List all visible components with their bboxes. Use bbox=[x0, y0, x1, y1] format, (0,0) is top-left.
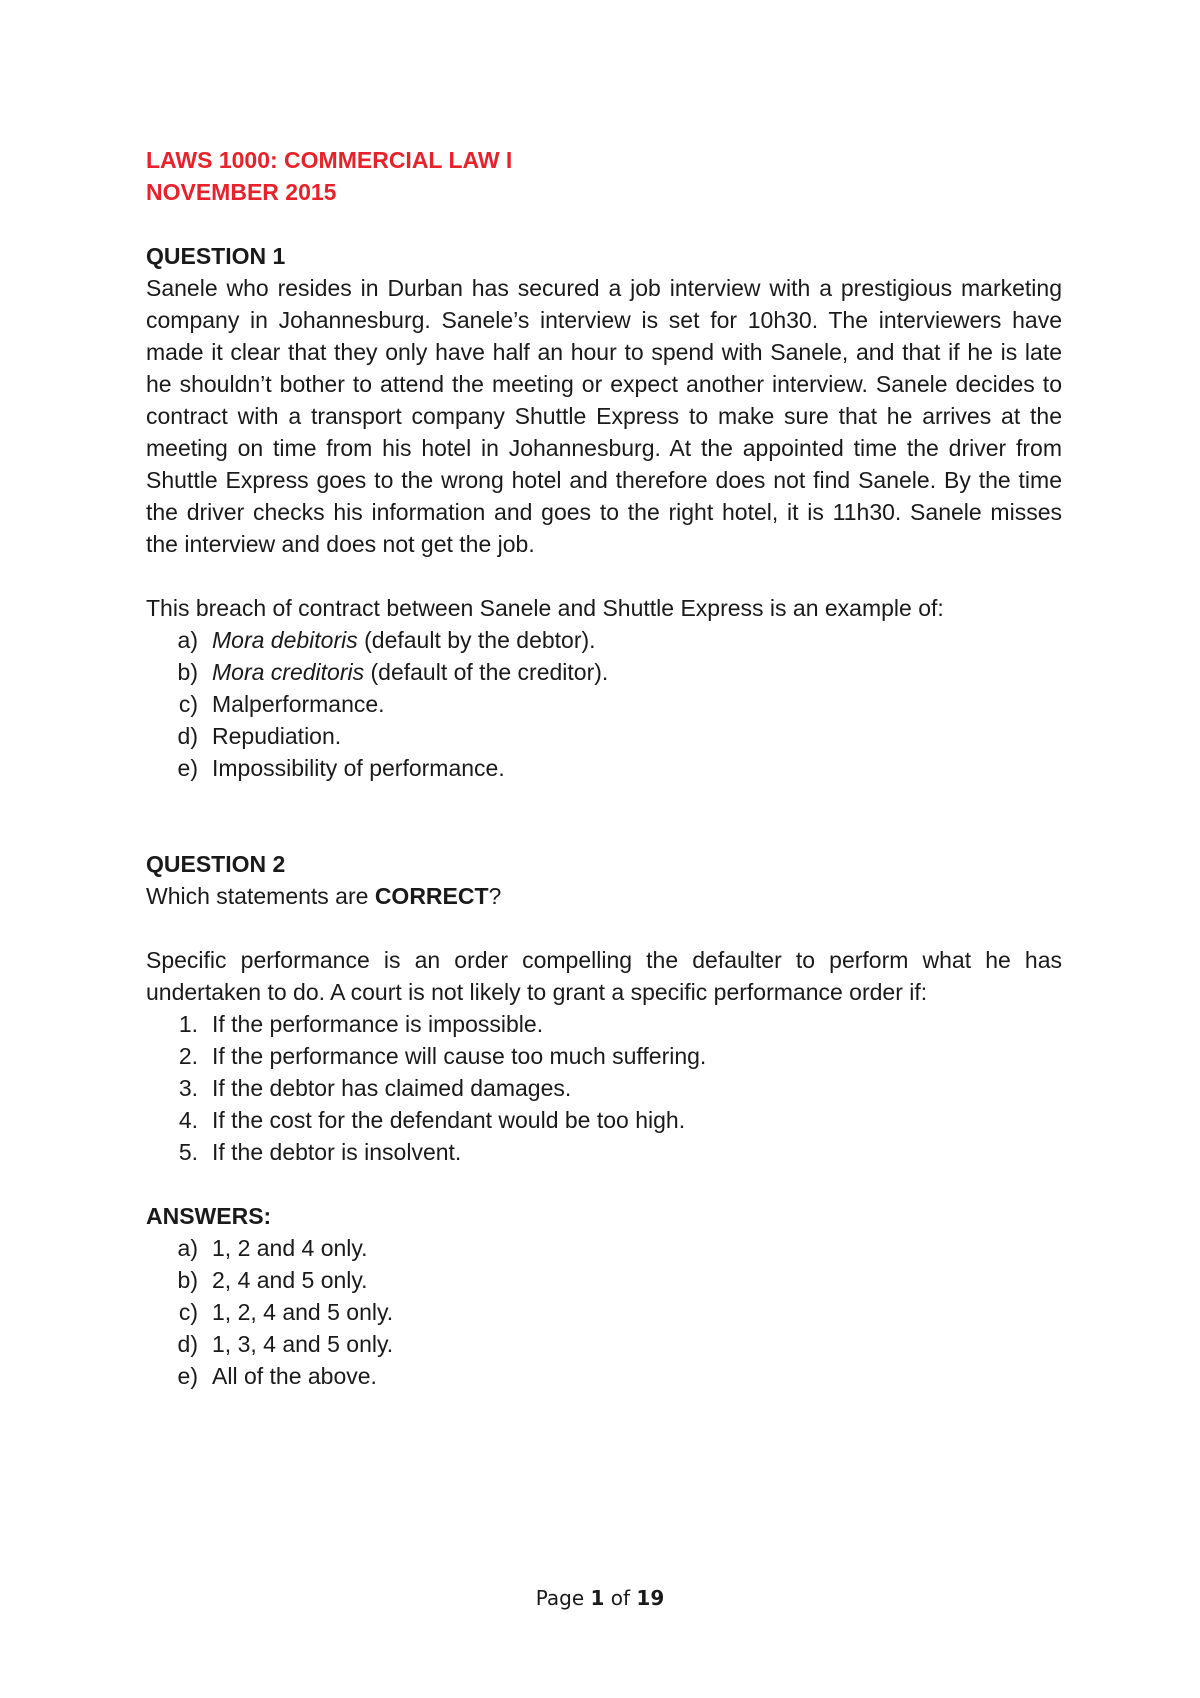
statement-2 bbox=[146, 1040, 1062, 1072]
instruction-text: Which statements are bbox=[146, 883, 375, 909]
q1-option-d bbox=[146, 720, 1062, 752]
statement-3 bbox=[146, 1072, 1062, 1104]
instruction-emphasis: CORRECT bbox=[374, 883, 489, 909]
answer-text: 1, 2, 4 and 5 only. bbox=[212, 1299, 394, 1325]
question-1-scenario: Sanele who resides in Durban has secured a job interview with a prestigious marketing company in Johannesburg. Sanele’s interview is set for 10h30. The interviewers have made it clear that they only have half an hour to spend with Sanele, and that if he is late he shouldn’t bother to attend the meeting or expect another interview. Sanele decides to contract with a transport company Shuttle Express to make sure that he arrives at the meeting on time from his hotel in Johannesburg. At the appointed time the driver from Shuttle Express goes to the wrong hotel and therefore does not find Sanele. By the time the driver checks his information and goes to the right hotel, it is 11h30. Sanele misses the interview and does not get the job. bbox=[146, 275, 1062, 557]
q2-answer-c bbox=[146, 1296, 1062, 1328]
q1-option-b bbox=[146, 656, 1062, 688]
option-text: (default by the debtor). bbox=[357, 627, 596, 653]
answer-letter: d) bbox=[177, 1331, 198, 1357]
option-text: Impossibility of performance. bbox=[212, 755, 505, 781]
statement-number: 3. bbox=[178, 1075, 198, 1101]
statement-5 bbox=[146, 1136, 1062, 1168]
statement-text: If the debtor is insolvent. bbox=[212, 1139, 462, 1165]
answer-letter: a) bbox=[177, 1235, 198, 1261]
instruction-punct: ? bbox=[488, 883, 502, 909]
option-latin-term: Mora debitoris bbox=[212, 627, 358, 653]
option-letter: e) bbox=[177, 755, 198, 781]
option-text: Repudiation. bbox=[212, 723, 342, 749]
of-word: of bbox=[610, 1586, 631, 1610]
option-letter: c) bbox=[178, 691, 198, 717]
q1-option-c bbox=[146, 688, 1062, 720]
statement-number: 2. bbox=[178, 1043, 198, 1069]
statement-number: 1. bbox=[178, 1011, 198, 1037]
question-1-options bbox=[146, 624, 1062, 784]
statement-text: If the performance will cause too much suffering. bbox=[212, 1043, 707, 1069]
course-title: LAWS 1000: COMMERCIAL LAW I bbox=[146, 147, 513, 173]
q2-answer-e bbox=[146, 1360, 1062, 1392]
statement-text: If the cost for the defendant would be too high. bbox=[212, 1107, 686, 1133]
statement-text: If the performance is impossible. bbox=[212, 1011, 544, 1037]
option-letter: d) bbox=[177, 723, 198, 749]
option-text: (default of the creditor). bbox=[364, 659, 609, 685]
statement-number: 5. bbox=[178, 1139, 198, 1165]
q1-option-a bbox=[146, 624, 1062, 656]
option-letter: a) bbox=[177, 627, 198, 653]
exam-session: NOVEMBER 2015 bbox=[146, 179, 337, 205]
statement-text: If the debtor has claimed damages. bbox=[212, 1075, 572, 1101]
current-page-number: 1 bbox=[590, 1586, 605, 1610]
answers-heading-text: ANSWERS: bbox=[146, 1203, 272, 1229]
page-footer bbox=[0, 1586, 1200, 1610]
question-2-heading: QUESTION 2 bbox=[146, 851, 286, 877]
answer-text: 1, 3, 4 and 5 only. bbox=[212, 1331, 394, 1357]
question-2-intro: Specific performance is an order compelling the defaulter to perform what he has undertaken to do. A court is not likely to grant a specific performance order if: bbox=[146, 947, 1062, 1005]
page-word: Page bbox=[535, 1586, 585, 1610]
q2-answer-a bbox=[146, 1232, 1062, 1264]
answer-letter: b) bbox=[177, 1267, 198, 1293]
q2-answer-b bbox=[146, 1264, 1062, 1296]
q2-answer-d bbox=[146, 1328, 1062, 1360]
option-text: Malperformance. bbox=[212, 691, 385, 717]
answer-letter: c) bbox=[178, 1299, 198, 1325]
question-2-answers bbox=[146, 1232, 1062, 1392]
statement-number: 4. bbox=[178, 1107, 198, 1133]
answer-letter: e) bbox=[177, 1363, 198, 1389]
question-1-heading: QUESTION 1 bbox=[146, 243, 286, 269]
option-letter: b) bbox=[177, 659, 198, 685]
total-pages-number: 19 bbox=[636, 1586, 665, 1610]
question-2-instruction bbox=[146, 880, 1062, 912]
statement-1 bbox=[146, 1008, 1062, 1040]
answers-heading bbox=[146, 1200, 1062, 1232]
answer-text: 2, 4 and 5 only. bbox=[212, 1267, 368, 1293]
answer-text: 1, 2 and 4 only. bbox=[212, 1235, 368, 1261]
option-latin-term: Mora creditoris bbox=[212, 659, 365, 685]
statement-4 bbox=[146, 1104, 1062, 1136]
q1-option-e bbox=[146, 752, 1062, 784]
question-2-statements bbox=[146, 1008, 1062, 1168]
answer-text: All of the above. bbox=[212, 1363, 377, 1389]
page-content bbox=[146, 144, 1062, 1392]
question-1-prompt: This breach of contract between Sanele and Shuttle Express is an example of: bbox=[146, 595, 944, 621]
